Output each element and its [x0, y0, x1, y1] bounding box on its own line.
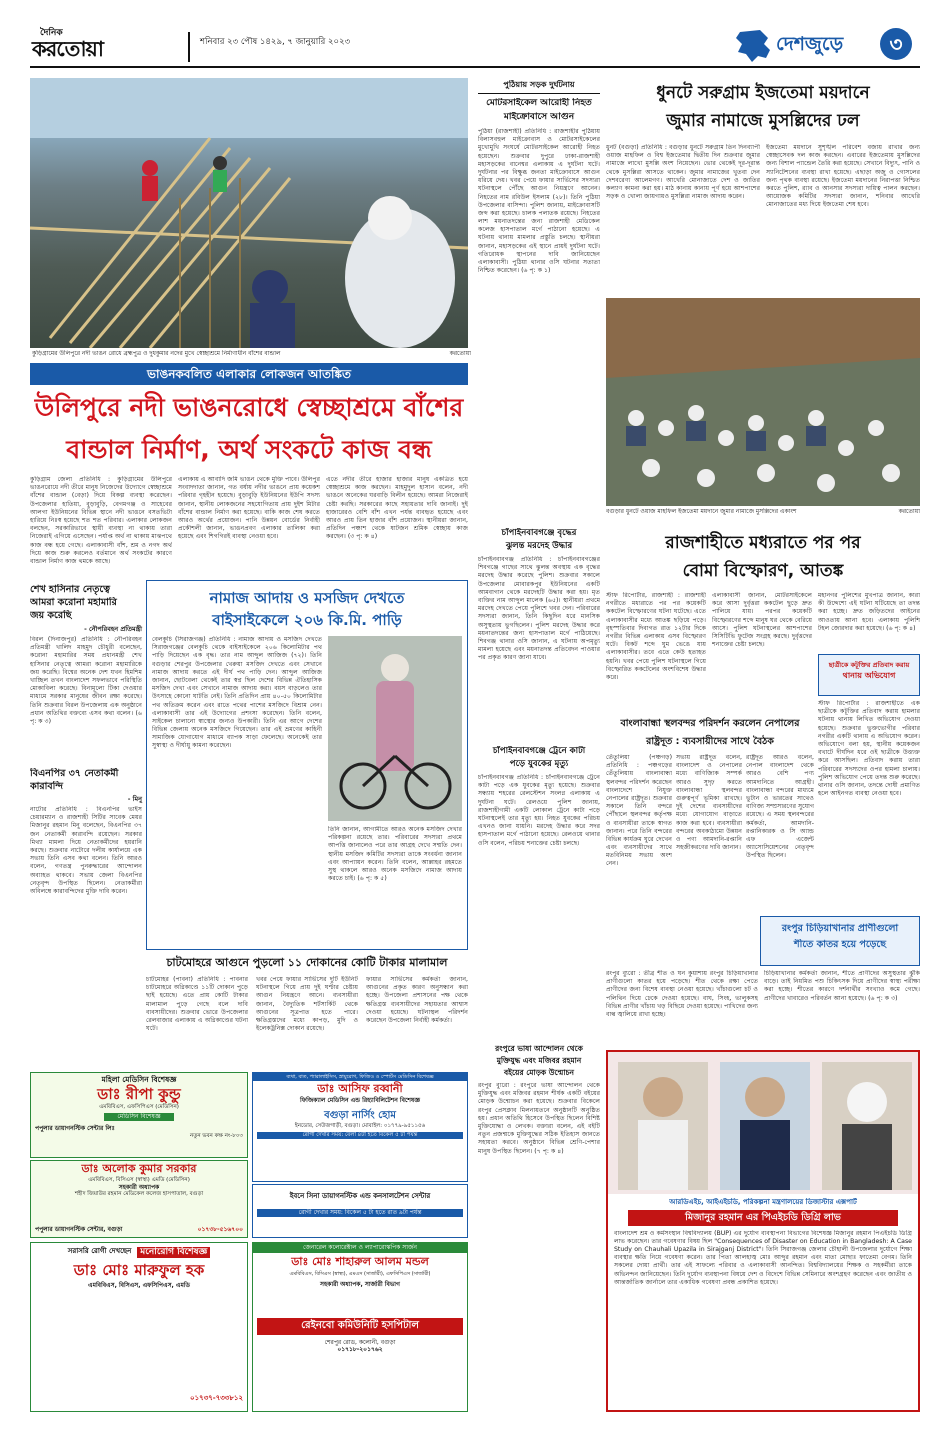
ad-shahrul-sub: সহকারী অধ্যাপক, সার্জারী বিভাগ [320, 1280, 400, 1288]
hasina-sub: - নৌপরিবহন প্রতিমন্ত্রী [84, 625, 142, 633]
rajshahi-body-1: স্টাফ রিপোর্টার, রাজশাহী : রাজশাহী নগরীতে মধ্যরাতে পর পর কয়েকটি ককটেল বিস্ফোরণের ঘটনা ঘটেছে। এতে এলাকাবাসীর মধ্যে আতঙ্ক ছড়িয়ে পড়ে। বৃহস্পতিবার দিবাগত রাত ১২টার দিকে নগরীর বিভিন্ন এলাকায় এসব বিস্ফোরণ ঘটে। বিকট শব্দে ঘুম ভেঙে যায় এলাকাবাসীর। তবে এতে কেউ হতাহত হয়নি। খবর পেয়ে পুলিশ ঘটনাস্থলে গিয়ে বিস্ফোরিত ককটেলের অংশবিশেষ উদ্ধার করে। [606, 592, 706, 681]
mid-story3-body: চাঁপাইনবাবগঞ্জ প্রতিনিধি : চাঁপাইনবাবগঞ্জে ট্রেনে কাটা পড়ে এক যুবকের মৃত্যু হয়েছে। শুক্রবার সন্ধ্যায় শহরের রেলস্টেশন সংলগ্ন এলাকায় এ দুর্ঘটনা ঘটে। রেলওয়ে পুলিশ জানায়, রাজশাহীগামী একটি লোকাল ট্রেনে কাটা পড়ে ঘটনাস্থলেই তার মৃত্যু হয়। নিহত যুবকের পরিচয় এখনও জানা যায়নি। মরদেহ উদ্ধার করে সদর হাসপাতাল মর্গে পাঠানো হয়েছে। রেলওয়ে থানার ওসি বলেন, পরিচয় শনাক্তের চেষ্টা চলছে। [478, 774, 600, 847]
logo-main: করতোয়া [32, 37, 103, 61]
ad-nursing-addr: ইনডোর, সেউজগাড়ী, বগুড়া। মোবাইল: ০১৭৭৯-৯৫১১৫৬ [294, 1122, 426, 1129]
ijtema-photo-caption: বগুড়ার ধুনটে ওয়াজ মাহফিল ইজতেমা ময়দানে জুমার নামাজে মুসল্লিদের একাংশ [606, 508, 797, 515]
nepal-body-1: তেঁতুলিয়া (পঞ্চগড়) প্রতিনিধি : পঞ্চগড়ের তেঁতুলিয়ায় বাংলাবান্ধা স্থলবন্দর পরিদর্শন করেছেন বাংলাদেশে নিযুক্ত নেপালের রাষ্ট্রদূত। শুক্রবার সকালে তিনি বন্দরে পৌঁছালে স্থলবন্দর কর্তৃপক্ষ ও ব্যবসায়ীরা তাকে স্বাগত জানান। পরে তিনি বন্দরের বিভিন্ন কার্যক্রম ঘুরে দেখেন এবং ব্যবসায়ীদের সাথে মতবিনিময় সভায় অংশ নেন। [606, 754, 672, 868]
mid-story2-body: চাঁপাইনবাবগঞ্জ প্রতিনিধি : চাঁপাইনবাবগঞ্জের শিবগঞ্জে গাছের সাথে ঝুলন্ত অবস্থায় এক বৃদ্ধের মরদেহ উদ্ধার করেছে পুলিশ। শুক্রবার সকালে উপজেলার মোবারকপুর ইউনিয়নের একটি আমবাগান থেকে মরদেহটি উদ্ধার করা হয়। মৃত ব্যক্তির নাম আব্দুল মালেক (৬৫)। স্থানীয়রা প্রথমে মরদেহ দেখতে পেয়ে পুলিশে খবর দেন। পরিবারের সদস্যরা জানান, তিনি কিছুদিন ধরে মানসিক অসুস্থতায় ভুগছিলেন। পুলিশ মরদেহ উদ্ধার করে ময়নাতদন্তের জন্য হাসপাতাল মর্গে পাঠিয়েছে। শিবগঞ্জ থানার ওসি জানান, এ ঘটনায় অপমৃত্যু মামলা হয়েছে এবং ময়নাতদন্ত প্রতিবেদন পাওয়ার পর প্রকৃত কারণ জানা যাবে। [478, 556, 600, 662]
ad-rainbow-phone: ০১৭১৮-২০১৭৬২ [337, 1346, 383, 1354]
ragging-head-2: থানায় অভিযোগ [842, 671, 896, 681]
ad-rupa-deg: এমবিবিএস, এফসিপিএস (মেডিসিন) [99, 1104, 179, 1111]
ad-shahrul-name: ডাঃ মোঃ শাহারুল আলম মন্ডল [291, 1254, 429, 1268]
mid-story2-head-1: চাঁপাইনবাবগঞ্জে বৃদ্ধের [501, 528, 577, 538]
lead-headline-1: উলিপুরে নদী ভাঙনরোধে স্বেচ্ছাশ্রমে বাঁশের [34, 393, 464, 422]
bicycle-body: বেলকুচি (সিরাজগঞ্জ) প্রতিনিধি : নামাজ আদায় ও মসজিদ দেখতে সিরাজগঞ্জের বেলকুচি থেকে বাইসাইকেলে ২০৬ কিলোমিটার পথ পাড়ি দিয়েছেন এক বৃদ্ধ। তার নাম আব্দুল আজিজ (৭২)। তিনি বগুড়ার শেরপুর উপজেলার খেরুয়া মসজিদ দেখতে এবং সেখানে নামাজ আদায় করতে এই দীর্ঘ পথ পাড়ি দেন। আব্দুল আজিজ জানান, ছোটবেলা থেকেই তার স্বপ্ন ছিল দেশের বিভিন্ন ঐতিহাসিক মসজিদ দেখা এবং সেখানে নামাজ আদায় করা। বয়স বাড়লেও তার উৎসাহে কোনো ঘাটতি নেই। তিনি প্রতিদিন প্রায় ৪০-৫০ কিলোমিটার পথ অতিক্রম করেন এবং রাতে পথের পাশের মসজিদে বিশ্রাম নেন। এলাকাবাসী তার এই উদ্যোগের প্রশংসা করেছেন। তিনি বলেন, সাইকেল চালানো স্বাস্থ্যের জন্যও উপকারী। তিনি এর আগে দেশের বিভিন্ন জেলায় অনেক মসজিদে গিয়েছেন। তার এই ভ্রমণের কাহিনী সামাজিক যোগাযোগ মাধ্যমে ব্যাপক সাড়া ফেলেছে। অনেকেই তার সুস্বাস্থ্য ও দীর্ঘায়ু কামনা করেছেন। [152, 636, 322, 750]
ad-alok-hosp: শহীদ জিয়াউর রহমান মেডিকেল কলেজ হাসপাতাল, বগুড়া [74, 1191, 204, 1198]
ijtema-headline-1: ধুনটে সরুগ্রাম ইজতেমা ময়দানে [656, 83, 870, 103]
rajshahi-body-2: এলাকাবাসী জানান, মোটরসাইকেলে করে আসা দুর্বৃত্তরা ককটেল ছুড়ে দ্রুত পালিয়ে যায়। পরপর কয়েকটি বিস্ফোরণের শব্দে মানুষ ঘর থেকে বেরিয়ে আসে। পুলিশ ঘটনাস্থলের আশপাশের সিসিটিভি ফুটেজ সংগ্রহ করছে। দুর্বৃত্তদের শনাক্তের চেষ্টা চলছে। [712, 592, 812, 649]
mid-story4-body: রংপুর ব্যুরো : রংপুরে ভাষা আন্দোলন থেকে মুক্তিযুদ্ধ এবং মজিবর রহমান শীর্ষক একটি বইয়ের মোড়ক উন্মোচন করা হয়েছে। শুক্রবার বিকেলে রংপুর প্রেসক্লাব মিলনায়তনে অনুষ্ঠানটি অনুষ্ঠিত হয়। প্রধান অতিথি হিসেবে উপস্থিত ছিলেন বিশিষ্ট মুক্তিযোদ্ধা ও লেখক। বক্তারা বলেন, এই বইটি নতুন প্রজন্মকে মুক্তিযুদ্ধের সঠিক ইতিহাস জানতে সহায়তা করবে। অনুষ্ঠানে বিভিন্ন শ্রেণি-পেশার মানুষ উপস্থিত ছিলেন। (৭ পৃ: ক ৪) [478, 1082, 600, 1155]
ad-rupa-name: ডাঃ রীপা কুন্ডু [97, 1085, 181, 1104]
ad-alok-name: ডাঃ অলোক কুমার সরকার [81, 1162, 197, 1175]
lead-kicker [30, 363, 468, 385]
bnp-head-1: বিএনপির ৩৭ নেতাকর্মী [30, 768, 119, 779]
lead-headline-2: বান্ডাল নির্মাণ, অর্থ সংকটে কাজ বন্ধ [66, 435, 432, 464]
ijtema-headline-2: জুমার নামাজে মুসল্লিদের ঢল [666, 111, 860, 131]
fire-headline: চাটমোহরে আগুনে পুড়লো ১১ দোকানের কোটি টাকার মালামাল [166, 956, 448, 969]
mosque-crowd-image [606, 298, 920, 506]
ad-maruf-name: ডাঃ মোঃ মারুফুল হক [73, 1261, 205, 1280]
ad-shahrul-top: জেনারেল কলোরেক্টাল ও ল্যাপারোস্কপিক সার্জন [253, 1243, 467, 1253]
ijtema-photo-credit: করতোয়া [898, 508, 920, 515]
mid-story3-head-2: পড়ে যুবকের মৃত্যু [509, 759, 569, 769]
lead-photo [30, 78, 468, 348]
rajshahi-headline-2: বোমা বিস্ফোরণ, আতঙ্ক [682, 561, 844, 581]
rajshahi-body-3: মহানগর পুলিশের মুখপাত্র জানান, কারা কী উদ্দেশ্যে এই ঘটনা ঘটিয়েছে তা তদন্ত করা হচ্ছে। দ্রুত জড়িতদের আইনের আওতায় আনা হবে। এলাকায় পুলিশি টহল জোরদার করা হয়েছে। (৬ পৃ: ক ৪) [818, 592, 920, 632]
ad-nursing-name: বগুড়া নার্সিং হোম [324, 1109, 396, 1121]
zoo-body-2: চিড়িয়াখানার কর্মকর্তা জানান, শীতে প্রাণীদের অসুস্থতার ঝুঁকি বাড়ে। তাই নিয়মিত পশু চিকিৎসক দিয়ে প্রাণীদের স্বাস্থ্য পরীক্ষা করা হচ্ছে। শীতের কারণে দর্শনার্থীর সংখ্যাও কমে গেছে। প্রাণীদের খাবারেও পরিবর্তন আনা হয়েছে। (৬ পৃ: ক ৩) [764, 970, 920, 1002]
ad-shahrul-alam [252, 1242, 468, 1412]
bnp-body: নাটোর প্রতিনিধি : বিএনপির ভাইস চেয়ারম্যান ও রাজশাহী সিটির সাবেক মেয়র মিজানুর রহমান মিনু বলেছেন, বিএনপির ৩৭ জন নেতাকর্মী কারাবন্দি রয়েছেন। সরকার মিথ্যা মামলা দিয়ে নেতাকর্মীদের হয়রানি করছে। শুক্রবার নাটোরে দলীয় কার্যালয়ে এক সভায় তিনি এসব কথা বলেন। তিনি আরও বলেন, গণতন্ত্র পুনরুদ্ধারের আন্দোলন অব্যাহত থাকবে। সভায় জেলা বিএনপির নেতৃবৃন্দ উপস্থিত ছিলেন। নেতাকর্মীরা অবিলম্বে কারাবন্দিদের মুক্তি দাবি করেন। [30, 806, 142, 895]
logo-small: দৈনিক [40, 28, 63, 38]
mid-story1-head-2: মাইক্রোবাসে আগুন [503, 112, 575, 122]
ad-alok-footer: পপুলার ডায়াগনস্টিক সেন্টার, বগুড়া [35, 1225, 123, 1233]
ad-rainbow-addr: শেরপুর রোড, কলোনী, বগুড়া [324, 1338, 396, 1346]
masthead-divider [188, 32, 190, 62]
nepal-body-2: সভায় রাষ্ট্রদূত বলেন, বাংলাদেশ ও নেপালের মধ্যে বাণিজ্যিক সম্পর্ক আরও সুদৃঢ় করতে বাংলাবান্ধা স্থলবন্দর গুরুত্বপূর্ণ ভূমিকা রাখছে। দুই দেশের ব্যবসায়ীদের মধ্যে যোগাযোগ বাড়াতে কাজ করা হবে। ব্যবসায়ীরা বন্দরের অবকাঠামো উন্নয়ন ও পণ্য আমদানি-রপ্তানি সহজীকরণের দাবি জানান। [676, 754, 742, 852]
phd-tag: আরডিএইচ, আইএইচডি, পরিকল্পনা মন্ত্রণালয়ের ডিজাস্টার এক্সপার্ট [669, 1198, 857, 1206]
ad-rabbani-deg: ফিজিক্যাল মেডিসিন এন্ড রিহ্যাবিলিটেশন বিশেষজ্ঞ [300, 1097, 420, 1105]
phd-announcement [606, 1050, 920, 1412]
ad-ibn-sina [252, 1184, 468, 1238]
bicycle-head-2: বাইসাইকেলে ২০৬ কি.মি. পাড়ি [212, 611, 402, 629]
fire-body-2: খবর পেয়ে ফায়ার সার্ভিসের দুটি ইউনিট ঘটনাস্থলে গিয়ে প্রায় দুই ঘণ্টার চেষ্টায় আগুন নিয়ন্ত্রণে আনে। ব্যবসায়ীরা জানান, বৈদ্যুতিক শর্টসার্কিট থেকে আগুনের সূত্রপাত হতে পারে। ক্ষতিগ্রস্তদের মধ্যে কাপড়, মুদি ও ইলেকট্রনিক্স দোকান রয়েছে। [256, 976, 358, 1033]
mid-story4-head-2: মুক্তিযুদ্ধ এবং মজিবর রহমান [496, 1056, 582, 1065]
ad-marufful-haque [30, 1242, 248, 1412]
mid-story3-head-1: চাঁপাইনবাবগঞ্জে ট্রেনে কাটা [492, 746, 586, 756]
ad-asif-rabbani [252, 1072, 468, 1182]
ad-alok-sarkar [30, 1160, 248, 1238]
section-title: দেশজুড়ে [776, 33, 844, 55]
ad-nursing-time: রোগী দেখার সময়: বেলা ৪টা হতে বিকেল ৫ টা পর্যন্ত [257, 1132, 463, 1139]
zoo-body-1: রংপুর ব্যুরো : তীব্র শীত ও ঘন কুয়াশায় রংপুর চিড়িয়াখানার প্রাণীগুলো কাতর হয়ে পড়েছে। শীত থেকে রক্ষা পেতে প্রাণীদের জন্য বিশেষ ব্যবস্থা নেওয়া হয়েছে। খাঁচাগুলো চট ও পলিথিন দিয়ে ঢেকে দেওয়া হয়েছে। বাঘ, সিংহ, ভালুকসহ বিভিন্ন প্রাণীর খাঁচায় খড় বিছিয়ে দেওয়া হয়েছে। পাখিদের জন্য বাল্ব জ্বালিয়ে রাখা হচ্ছে। [606, 970, 758, 1018]
ad-rupa-top: মহিলা মেডিসিন বিশেষজ্ঞ [101, 1075, 177, 1084]
ad-rabbani-name: ডাঃ আসিফ রব্বানী [317, 1082, 403, 1096]
bicycle-body-2: তিনি জানান, আগামীতে আরও অনেক মসজিদ দেখার পরিকল্পনা রয়েছে তার। পরিবারের সদস্যরা প্রথমে আপত্তি জানালেও পরে তার আগ্রহ দেখে সম্মতি দেন। স্থানীয় মসজিদ কমিটির সদস্যরা তাকে সংবর্ধনা জানান এবং আপ্যায়ন করেন। তিনি বলেন, আল্লাহর রহমতে সুস্থ থাকলে আরও অনেক মসজিদে নামাজ আদায় করতে চাই। (৬ পৃ: ক ৫) [328, 826, 462, 883]
ad-maruf-deg: এমবিবিএস, বিসিএস, এফসিপিএস, এমডি [88, 1282, 190, 1290]
fire-body-1: চাটমোহর (পাবনা) প্রতিনিধি : পাবনার চাটমোহরে অগ্নিকাণ্ডে ১১টি দোকান পুড়ে ছাই হয়েছে। এতে প্রায় কোটি টাকার মালামাল পুড়ে গেছে বলে দাবি ব্যবসায়ীদের। শুক্রবার ভোরে উপজেলার রেলবাজার এলাকায় এ অগ্নিকাণ্ডের ঘটনা ঘটে। [146, 976, 248, 1033]
bnp-head-2: কারাবন্দি [30, 781, 64, 792]
phd-body: বাংলাদেশ শ্রম ও কর্মসংস্থান বিশ্ববিদ্যালয় (BUP) এর দুর্যোগ ব্যবস্থাপনা বিভাগের বিশেষজ্ঞ মিজানুর রহমান পিএইচডি ডিগ্রি লাভ করেছেন। তার গবেষণার বিষয় ছিল "Consequences of Disaster on Education in Bangladesh: A Case Study on Chauhali Upazila in Sirajganj District"। তিনি সিরাজগঞ্জ জেলার চৌহালী উপজেলার দুর্যোগে শিক্ষা ব্যবস্থার ক্ষতি নিয়ে গবেষণা করেন। তার পিতা আলহাজ্ব মোঃ আব্দুর রহমান এবং মাতা মোছাঃ ফাতেমা বেগম। তিনি সকলের দোয়া প্রার্থী। তার এই সাফল্যে পরিবার ও এলাকাবাসী আনন্দিত। বিশ্ববিদ্যালয়ের শিক্ষক ও সহকর্মীরা তাকে অভিনন্দন জানিয়েছেন। তিনি দুর্যোগ ব্যবস্থাপনা বিষয়ে দেশ ও বিদেশে বিভিন্ন সেমিনারে অংশগ্রহণ করেছেন এবং জাতীয় ও আন্তর্জাতিক জার্নালে তার একাধিক গবেষণা প্রবন্ধ প্রকাশিত হয়েছে। [614, 1229, 912, 1286]
ad-maruf-top: সরাসরি রোগী দেখছেন [67, 1247, 132, 1255]
nepal-body-3: রাষ্ট্রদূত আরও বলেন, নেপাল বাংলাদেশ থেকে আরও বেশি পণ্য আমদানিতে আগ্রহী। বাংলাবান্ধা বন্দরের মাধ্যমে ভুটান ও ভারতের সাথেও বাণিজ্য সম্প্রসারণের সুযোগ রয়েছে। এ সময় স্থলবন্দরের কর্মকর্তা, আমদানি-রপ্তানিকারক ও সি অ্যান্ড এফ এজেন্ট অ্যাসোসিয়েশনের নেতৃবৃন্দ উপস্থিত ছিলেন। [746, 754, 814, 860]
ad-alok-deg: এমবিবিএস, বিসিএস (স্বাস্থ্য) এমডি (মেডিসিন) [88, 1177, 190, 1183]
phd-portraits-image [608, 1052, 920, 1194]
old-man-bicycle-image [328, 636, 462, 821]
ijtema-body-col2: ইজতেমা ময়দানে সুশৃঙ্খল পরিবেশ বজায় রাখার জন্য স্বেচ্ছাসেবক দল কাজ করছেন। এবারের ইজতেমায় মুসল্লিদের জন্য বিশাল প্যান্ডেল তৈরি করা হয়েছে। সেখানে বিদ্যুৎ, পানি ও স্যানিটেশনের ব্যবস্থা রাখা হয়েছে। এছাড়া অজু ও গোসলের জন্য পৃথক ব্যবস্থা রয়েছে। ইজতেমা ময়দানের নিরাপত্তা নিশ্চিত করতে পুলিশ, র‍্যাব ও আনসার সদস্যরা দায়িত্ব পালন করছেন। আয়োজক কমিটির সদস্যরা জানান, শনিবার আখেরি মোনাজাতের মধ্য দিয়ে ইজতেমা শেষ হবে। [766, 144, 920, 209]
mid-story4-head-1: রংপুরে ভাষা আন্দোলন থেকে [495, 1044, 583, 1053]
ad-alok-sub: সহকারী অধ্যাপক [118, 1183, 160, 1191]
phd-headline: মিজানুর রহমান এর পিএইচডি ডিগ্রি লাভ [628, 1210, 898, 1226]
ad-rupa-sub: মেডিসিন বিশেষজ্ঞ [104, 1113, 174, 1121]
hasina-head-1: শেখ হাসিনার নেতৃত্বে [30, 584, 110, 595]
ragging-body: স্টাফ রিপোর্টার : রাজশাহীতে এক ছাত্রীকে কটূক্তির প্রতিবাদ করায় হামলার ঘটনায় থানায় লিখিত অভিযোগ দেওয়া হয়েছে। শুক্রবার ভুক্তভোগীর পরিবার নগরীর একটি থানায় এ অভিযোগ করেন। অভিযোগে বলা হয়, স্থানীয় কয়েকজন বখাটে দীর্ঘদিন ধরে ওই ছাত্রীকে উত্ত্যক্ত করে আসছিল। প্রতিবাদ করায় তারা পরিবারের সদস্যদের ওপর হামলা চালায়। পুলিশ অভিযোগ পেয়ে তদন্ত শুরু করেছে। থানার ওসি জানান, তদন্তে দোষী প্রমাণিত হলে আইনগত ব্যবস্থা নেওয়া হবে। [818, 700, 920, 798]
mid-story1-head-1: মোটরসাইকেল আরোহী নিহত [486, 98, 592, 108]
hasina-head-2: আমরা করোনা মহামারি [30, 597, 117, 608]
ad-rupa-hosp: পপুলার ডায়াগনস্টিক সেন্টার লিঃ [35, 1124, 115, 1132]
ad-ibn-time: রোগী দেখার সময়: বিকেল ৫ টা হতে রাত ৯টা পর্যন্ত [257, 1209, 463, 1217]
ad-rainbow: রেইনবো কমিউনিটি হসপিটাল [257, 1318, 463, 1335]
ad-rupa-kundu [30, 1072, 248, 1158]
nepal-headline-1: বাংলাবান্ধা স্থলবন্দর পরিদর্শন করলেন নেপালের [620, 718, 800, 729]
fire-body-3: ফায়ার সার্ভিসের কর্মকর্তা জানান, আগুনের প্রকৃত কারণ অনুসন্ধান করা হচ্ছে। উপজেলা প্রশাসনের পক্ষ থেকে ক্ষতিগ্রস্ত ব্যবসায়ীদের সহায়তার আশ্বাস দেওয়া হয়েছে। ঘটনাস্থল পরিদর্শন করেছেন উপজেলা নির্বাহী কর্মকর্তা। [366, 976, 468, 1024]
ad-alok-phone: ০১৭৩৮-৫১৬৭০০ [197, 1225, 243, 1233]
masthead-underline [30, 66, 920, 68]
ad-maruf-phone: ০১৭৩৭-৭৩৩৮১২ [190, 1394, 243, 1403]
bnp-sub: - মিনু [127, 795, 142, 803]
page-number: ৩ [880, 28, 912, 60]
nepal-headline-2: রাষ্ট্রদূত : ব্যবসায়ীদের সাথে বৈঠক [646, 736, 774, 747]
mid-story1-body: পুঠিয়া (রাজশাহী) প্রতিনিধি : রাজশাহীর পুঠিয়ায় বিলাসবহুল মাইক্রোবাস ও মোটরসাইকেলের মুখোমুখি সংঘর্ষে মোটরসাইকেল আরোহী নিহত হয়েছেন। শুক্রবার দুপুরে ঢাকা-রাজশাহী মহাসড়কের বানেশ্বর এলাকায় এ দুর্ঘটনা ঘটে। দুর্ঘটনার পর বিক্ষুব্ধ জনতা মাইক্রোবাসে আগুন ধরিয়ে দেয়। খবর পেয়ে ফায়ার সার্ভিসের সদস্যরা ঘটনাস্থলে পৌঁছে আগুন নিয়ন্ত্রণে আনেন। নিহতের নাম রবিউল ইসলাম (২৮)। তিনি পুঠিয়া উপজেলার বাসিন্দা। পুলিশ জানায়, মাইক্রোবাসটি জব্দ করা হয়েছে। চালক পলাতক রয়েছে। নিহতের লাশ ময়নাতদন্তের জন্য রাজশাহী মেডিকেল কলেজ হাসপাতাল মর্গে পাঠানো হয়েছে। এ ঘটনায় থানায় মামলার প্রস্তুতি চলছে। স্থানীয়রা জানান, মহাসড়কের এই স্থানে প্রায়ই দুর্ঘটনা ঘটে। গতিরোধক স্থাপনের দাবি জানিয়েছেন এলাকাবাসী। পুঠিয়া থানার ওসি ঘটনার সত্যতা নিশ্চিত করেছেন। (৬ পৃ: ক ১) [478, 128, 600, 275]
ad-maruf-tag: মনোরোগ বিশেষজ্ঞ [137, 1247, 210, 1258]
masthead [30, 28, 920, 68]
mid-kicker: পুঠিয়ায় সড়ক দুর্ঘটনায় [503, 80, 575, 89]
zoo-story [760, 916, 920, 966]
ragging-story [818, 654, 920, 696]
lead-body-col2: এলাকায় এ আবাদি জমি ভাঙন থেকে মুক্তি পাবে। উলিপুর সংবাদদাতা জানান, গত বর্ষায় নদীর ভাঙনে প্রায় কয়েকশ পরিবার গৃহহীন হয়েছে। বুড়াবুড়ি ইউনিয়নের ইউপি সদস্য জানান, স্থানীয় লোকজনের সহযোগিতায় প্রায় দুইশ মিটার বাঁশের বান্ডাল নির্মাণ করা হয়েছে। বাকি কাজ শেষ করতে আরও অর্থের প্রয়োজন। পানি উন্নয়ন বোর্ডের নির্বাহী প্রকৌশলী জানান, ভাঙনপ্রবণ এলাকার তালিকা করা হয়েছে এবং শিগগিরই ব্যবস্থা নেওয়া হবে। [178, 476, 320, 541]
lead-photo-caption: কুড়িগ্রামের উলিপুরে নদী ভাঙন রোধে ব্রহ্মপুত্র ও দুধকুমার নদের মুখে স্বেচ্ছাশ্রমে নির্মাণাধীন বাঁশের বান্ডাল [32, 350, 281, 357]
bicycle-photo [328, 636, 462, 821]
ragging-head-1: ছাত্রীকে কটূক্তির প্রতিবাদ করায় [828, 661, 910, 669]
mid-story2-head-2: ঝুলন্ত মরদেহ উদ্ধার [505, 541, 573, 551]
bicycle-head-1: নামাজ আদায় ও মসজিদ দেখতে [209, 589, 405, 607]
lead-body-col1: কুড়িগ্রাম জেলা প্রতিনিধি : কুড়িগ্রামের উলিপুরে ভাঙনরোধে নদী তীরে মানুষ নিজেদের উদ্যোগে স্বেচ্ছাশ্রমে বাঁশের বান্ডাল (বেড়া) দিয়ে বিকল্প ব্যবস্থা করেছেন। উপজেলার হাতিয়া, বুড়াবুড়ি, বেগমগঞ্জ ও সাহেবের আলগা ইউনিয়নের বিভিন্ন স্থানে নদী ভাঙনে বসতভিটা হারিয়ে নিঃস্ব হয়েছে শত শত পরিবার। এলাকার লোকজন বলছেন, সরকারিভাবে স্থায়ী ব্যবস্থা না থাকায় তারা নিজেরাই এগিয়ে এসেছেন। পর্যাপ্ত অর্থ না থাকায় মাঝপথে কাজ বন্ধ হয়ে গেছে। এলাকাবাসী বাঁশ, শ্রম ও নগদ অর্থ দিয়ে কাজ শুরু করলেও বর্তমানে অর্থ সংকটের কারণে বান্ডাল নির্মাণ কাজ থমকে আছে। [30, 476, 172, 565]
lead-kicker-text: ভাঙনকবলিত এলাকার লোকজন আতঙ্কিত [147, 367, 351, 381]
zoo-head-2: শীতে কাতর হয়ে পড়েছে [794, 938, 886, 950]
ad-rabbani-top: ব্যথা, বাত, প্যারালাইসিস, স্নায়ুরোগ, ফিজিও ও স্পোর্টস মেডিসিন বিশেষজ্ঞ [253, 1073, 467, 1081]
rajshahi-headline-1: রাজশাহীতে মধ্যরাতে পর পর [665, 533, 861, 553]
zoo-head-1: রংপুর চিড়িয়াখানার প্রাণীগুলো [781, 923, 899, 934]
bangladesh-map-icon [730, 28, 774, 64]
issue-date: শনিবার ২৩ পৌষ ১৪২৯, ৭ জানুয়ারি ২০২৩ [200, 37, 351, 47]
mid-story4-head-3: বইয়ের মোড়ক উন্মোচন [503, 1068, 575, 1077]
ad-shahrul-deg: এমবিবিএস, বিসিএস (স্বাস্থ্য), এমএস (সার্জারী), এফসিপিএস (সার্জারী) [289, 1270, 431, 1277]
section-badge [730, 28, 920, 64]
bamboo-workers-image [30, 78, 468, 348]
hasina-body: বিরল (দিনাজপুর) প্রতিনিধি : নৌপরিবহন প্রতিমন্ত্রী খালিদ মাহমুদ চৌধুরী বলেছেন, করোনা মহামারির সময় প্রধানমন্ত্রী শেখ হাসিনার নেতৃত্বে আমরা করোনা মহামারিকে জয় করেছি। বিশ্বের অনেক দেশ যখন হিমশিম খাচ্ছিল তখন বাংলাদেশ সফলভাবে পরিস্থিতি মোকাবিলা করেছে। বিনামূল্যে টিকা দেওয়ার মাধ্যমে সরকার মানুষের জীবন রক্ষা করেছে। তিনি শুক্রবার বিরল উপজেলায় এক অনুষ্ঠানে প্রধান অতিথির বক্তব্যে এসব কথা বলেন। (৬ পৃ: ক ৩) [30, 636, 142, 725]
ad-ibn-name: ইবনে সিনা ডায়াগনস্টিক এন্ড কনসালটেশন সেন্টার [289, 1192, 431, 1200]
ijtema-body-col1: ধুনট (বগুড়া) প্রতিনিধি : বগুড়ার ধুনটে সরুগ্রাম তিন দিনব্যাপী ওয়াজ মাহফিল ও বিশ্ব ইজতেমার দ্বিতীয় দিন শুক্রবার জুমার নামাজে লাখো মুসল্লি অংশ নিয়েছেন। ভোর থেকেই দূর-দূরান্ত থেকে মুসল্লিরা আসতে থাকেন। জুমার নামাজের খুতবা দেন দেশবরেণ্য আলেমগণ। আখেরি মোনাজাতে দেশ ও জাতির কল্যাণ কামনা করা হয়। মাঠ কানায় কানায় পূর্ণ হয়ে আশপাশের সড়ক ও খোলা জায়গায়ও মুসল্লিরা নামাজ আদায় করেন। [606, 144, 760, 201]
ad-rupa-room: নতুন ভবন কক্ষ নং-৮০৩ [189, 1133, 243, 1139]
lead-body-col3: এতে নদীর তীরে হাজার হাজার মানুষ একত্রিত হয়ে স্বেচ্ছাশ্রমে কাজ করছেন। মাহমুদুল হাসান বলেন, নদী ভাঙনে অনেকের ঘরবাড়ি বিলীন হয়েছে। আমরা নিজেরাই চেষ্টা করছি। সরকারের কাছে সহায়তার দাবি জানাই। দুই হাজারেরও বেশি বাঁশ এখন পর্যন্ত ব্যবহৃত হয়েছে এবং আরও প্রায় তিন হাজার বাঁশ প্রয়োজন। স্থানীয়রা জানান, প্রতিদিন পঞ্চাশ থেকে ষাটজন শ্রমিক স্বেচ্ছায় কাজ করছেন। (৩ পৃ: ক ৪) [326, 476, 468, 541]
mid-kicker-rule [478, 93, 600, 94]
lead-photo-credit: করতোয়া [449, 350, 471, 357]
hasina-head-3: জয় করেছি [30, 610, 72, 621]
ijtema-photo [606, 298, 920, 506]
